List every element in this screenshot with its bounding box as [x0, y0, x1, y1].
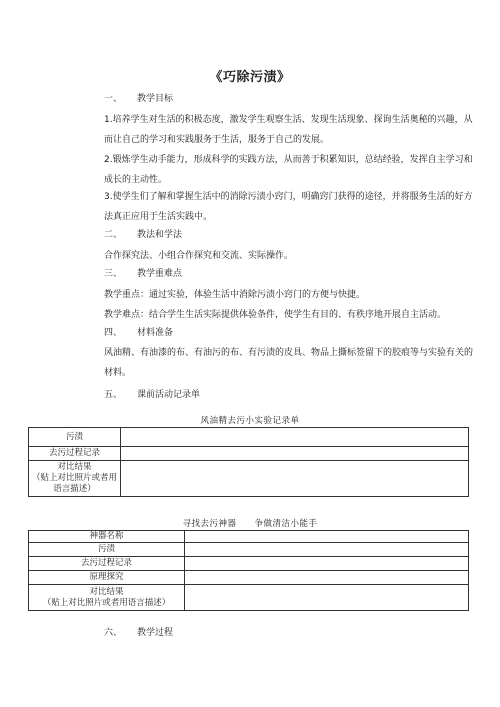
- row-value-cell[interactable]: [185, 557, 469, 571]
- table2-caption: 寻找去污神器 争做清洁小能手: [182, 519, 318, 529]
- row-value-cell[interactable]: [185, 585, 469, 611]
- section-number: 三、: [104, 269, 123, 279]
- table-row: [29, 585, 469, 611]
- goal-paragraph-3: 3.使学生们了解和掌握生活中的消除污渍小窍门，明确窍门获得的途径，并将服务生活的好方法真正应用于生活实践中。: [104, 192, 473, 222]
- experiment-record-table: [28, 427, 469, 497]
- goal-paragraph-2: 2.锻炼学生动手能力，形成科学的实践方法，从而善于积累知识，总结经验，发挥自主学习和成长的主动性。: [104, 155, 473, 185]
- section-number: 五、: [104, 390, 123, 400]
- difficult-points-paragraph: 教学难点：结合学生生活实际提供体验条件，使学生有目的、有秩序地开展自主活动。: [104, 310, 447, 320]
- row-label: 对比结果 （贴上对比照片或者用语言描述）: [29, 585, 185, 611]
- goal-paragraph-1: 1.培养学生对生活的积极态度，激发学生观察生活、发现生活现象、探询生活奥秘的兴趣，从而让自己的学习和实践服务于生活，服务于自己的发展。: [104, 115, 473, 145]
- row-label: 神器名称: [29, 531, 185, 543]
- section-label: 教学过程: [137, 628, 174, 638]
- row-label: 污渍: [29, 543, 185, 557]
- key-points-paragraph: 教学重点：通过实验，体验生活中消除污渍小窍门的方便与快捷。: [104, 290, 366, 300]
- row-value-cell[interactable]: [121, 428, 469, 447]
- row-label: 去污过程记录: [29, 557, 185, 571]
- section-number: 六、: [104, 628, 123, 638]
- table-row: [29, 571, 469, 585]
- materials-paragraph: 风油精、有油漆的布、有油污的布、有污渍的皮具、物品上撕标签留下的胶痕等与实验有关的材料。: [104, 348, 474, 378]
- row-label: 污渍: [29, 428, 121, 447]
- row-label: 去污过程记录: [29, 447, 121, 461]
- document-title: 《巧除污渍》: [209, 70, 291, 85]
- section-heading-materials: [104, 327, 173, 339]
- section-heading-record-sheet: [104, 389, 200, 401]
- table-row: [29, 428, 469, 447]
- section-number: 一、: [104, 94, 123, 104]
- section-heading-process: [104, 627, 173, 639]
- table-row: [29, 461, 469, 497]
- section-heading-methods: [104, 229, 182, 241]
- section-label: 教学重难点: [137, 269, 183, 279]
- section-heading-goals: [104, 93, 173, 105]
- row-value-cell[interactable]: [185, 543, 469, 557]
- row-value-cell[interactable]: [121, 461, 469, 497]
- table-row: [29, 557, 469, 571]
- section-number: 二、: [104, 230, 123, 240]
- section-number: 四、: [104, 328, 123, 338]
- table-row: [29, 447, 469, 461]
- section-label: 材料准备: [137, 328, 174, 338]
- row-value-cell[interactable]: [121, 447, 469, 461]
- row-value-cell[interactable]: [185, 531, 469, 543]
- section-label: 课前活动记录单: [137, 390, 201, 400]
- methods-paragraph: 合作探究法、小组合作探究和交流、实际操作。: [104, 251, 294, 261]
- cleaning-tool-table: [28, 530, 469, 611]
- row-label: 对比结果 （贴上对比照片或者用语言描述）: [29, 461, 121, 497]
- section-label: 教法和学法: [137, 230, 183, 240]
- table-row: [29, 531, 469, 543]
- table1-caption: 风油精去污小实验记录单: [200, 416, 300, 426]
- section-heading-key-points: [104, 268, 182, 280]
- row-label: 原理探究: [29, 571, 185, 585]
- row-value-cell[interactable]: [185, 571, 469, 585]
- section-label: 教学目标: [137, 94, 174, 104]
- table-row: [29, 543, 469, 557]
